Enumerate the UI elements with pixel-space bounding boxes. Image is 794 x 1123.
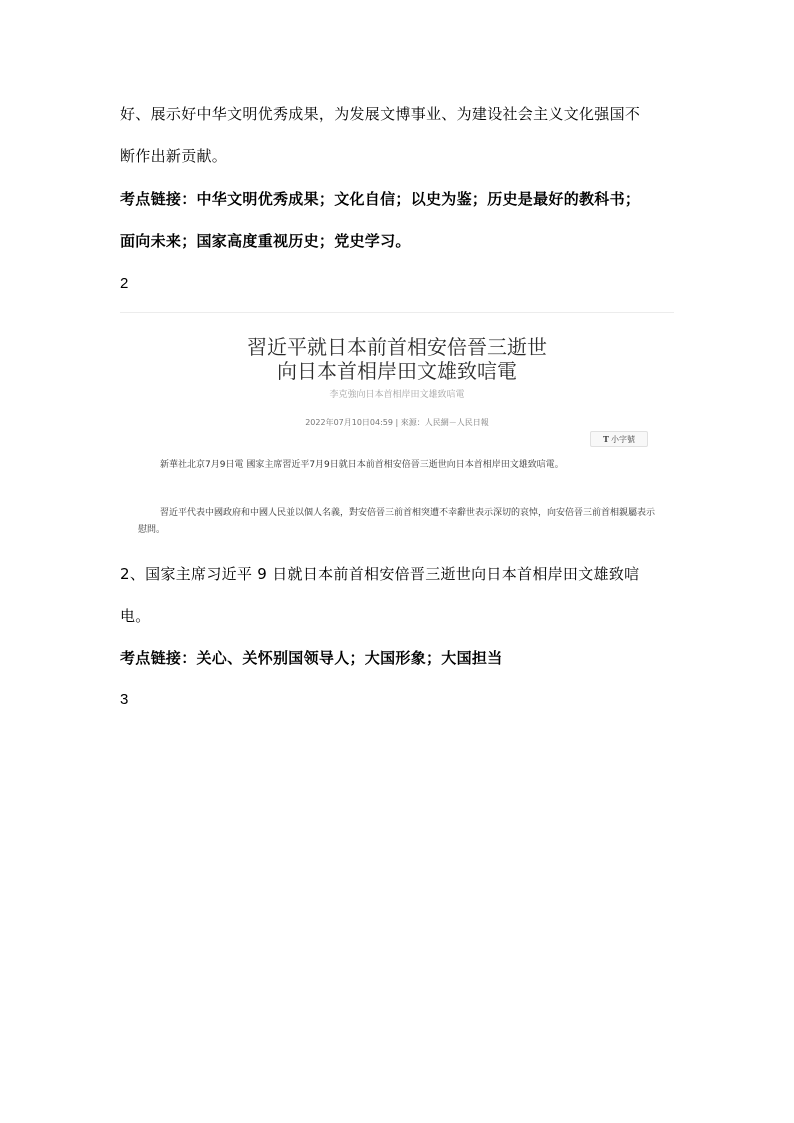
news-screenshot [120, 312, 674, 549]
section-number: 3 [120, 691, 129, 708]
paragraph-line: 断作出新贡献。 [120, 147, 228, 165]
news-title: 向日本首相岸田文雄致唁電 [277, 359, 517, 383]
paragraph-line: 电。 [120, 607, 151, 625]
font-size-label: 小字號 [610, 435, 635, 444]
font-size-icon: T [603, 434, 609, 444]
news-meta: 2022年07月10日04:59 | 來源：人民網－人民日報 [305, 418, 489, 427]
news-subtitle: 李克強向日本首相岸田文雄致唁電 [329, 390, 465, 400]
font-size-button[interactable] [590, 431, 648, 447]
news-body-paragraph: 新華社北京7月9日電 國家主席習近平7月9日就日本前首相安倍晉三逝世向日本首相岸田文雄致唁電。 [160, 460, 564, 470]
exam-link-line: 考点链接：关心、关怀别国领导人；大国形象；大国担当 [120, 649, 503, 667]
paragraph-line: 好、展示好中华文明优秀成果，为发展文博事业、为建设社会主义文化强国不 [120, 105, 641, 123]
paragraph-line: 2、国家主席习近平 9 日就日本前首相安倍晋三逝世向日本首相岸田文雄致唁 [120, 565, 640, 583]
news-body-paragraph: 習近平代表中國政府和中國人民並以個人名義，對安倍晉三前首相突遭不幸辭世表示深切的哀悼，向安倍晉三前首相親屬表示慰問。 [138, 508, 656, 535]
section-number: 2 [120, 275, 129, 292]
exam-link-line: 考点链接：中华文明优秀成果；文化自信；以史为鉴；历史是最好的教科书； [120, 190, 641, 208]
news-title: 習近平就日本前首相安倍晉三逝世 [247, 335, 547, 359]
exam-link-line: 面向未来；国家高度重视历史；党史学习。 [120, 232, 411, 250]
